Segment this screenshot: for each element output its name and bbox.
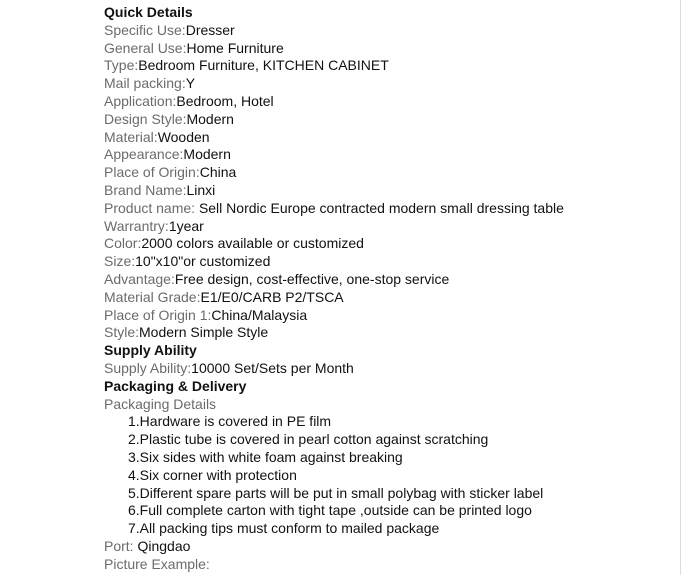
detail-row [104, 253, 676, 271]
packaging-item: 7.All packing tips must conform to mailed package [128, 520, 440, 537]
detail-value: China [199, 164, 237, 181]
picture-example-label: Picture Example: [104, 555, 210, 572]
detail-label: Warrantry: [104, 217, 169, 234]
detail-label: Color: [104, 235, 142, 252]
detail-value: Wooden [157, 128, 210, 145]
detail-row [104, 146, 676, 164]
detail-label: Style: [104, 324, 140, 341]
packaging-item: 6.Full complete carton with tight tape ,outside can be printed logo [128, 502, 532, 519]
details-content [104, 4, 676, 574]
detail-row [104, 129, 676, 147]
packaging-items-list [104, 413, 676, 538]
detail-value: Bedroom Furniture, KITCHEN CABINET [138, 57, 389, 74]
port-value: Qingdao [137, 537, 191, 554]
port-label: Port: [104, 537, 138, 554]
quick-details-list [104, 22, 676, 342]
detail-row [104, 93, 676, 111]
detail-label: Place of Origin 1: [104, 306, 212, 323]
detail-row [104, 200, 676, 218]
quick-details-heading: Quick Details [104, 4, 193, 20]
detail-value: Sell Nordic Europe contracted modern small dressing table [198, 199, 564, 216]
detail-value: 1year [168, 217, 204, 234]
supply-ability-label: Supply Ability: [104, 359, 192, 376]
detail-row [104, 324, 676, 342]
detail-label: General Use: [104, 39, 187, 56]
detail-label: Advantage: [104, 270, 175, 287]
detail-value: Modern [183, 146, 231, 163]
detail-row [104, 75, 676, 93]
detail-row [104, 307, 676, 325]
detail-label: Brand Name: [104, 181, 187, 198]
detail-label: Specific Use: [104, 21, 186, 38]
detail-label: Appearance: [104, 146, 184, 163]
packaging-item: 1.Hardware is covered in PE film [128, 413, 332, 430]
packaging-item: 5.Different spare parts will be put in small polybag with sticker label [128, 484, 544, 501]
detail-row [104, 164, 676, 182]
detail-row [104, 182, 676, 200]
detail-value: Modern Simple Style [139, 324, 269, 341]
detail-label: Size: [104, 253, 136, 270]
detail-value: 2000 colors available or customized [141, 235, 364, 252]
detail-row [104, 57, 676, 75]
packaging-delivery-heading: Packaging & Delivery [104, 377, 247, 394]
detail-value: E1/E0/CARB P2/TSCA [200, 288, 344, 305]
detail-label: Material: [104, 128, 158, 145]
detail-value: Home Furniture [186, 39, 284, 56]
packaging-item: 3.Six sides with white foam against breaking [128, 448, 403, 465]
detail-value: Y [185, 75, 196, 92]
detail-row [104, 289, 676, 307]
supply-ability-row [104, 360, 676, 378]
packaging-item: 4.Six corner with protection [128, 466, 297, 483]
detail-row [104, 111, 676, 129]
supply-ability-value: 10000 Set/Sets per Month [191, 359, 354, 376]
detail-value: 10"x10"or customized [135, 253, 271, 270]
detail-label: Place of Origin: [104, 164, 200, 181]
detail-value: Dresser [185, 21, 235, 38]
supply-ability-heading: Supply Ability [104, 342, 197, 359]
detail-label: Application: [104, 92, 177, 109]
detail-label: Type: [104, 57, 139, 74]
detail-row [104, 40, 676, 58]
detail-value: Linxi [186, 181, 216, 198]
packaging-item: 2.Plastic tube is covered in pearl cotton against scratching [128, 431, 489, 448]
detail-value: Bedroom, Hotel [176, 92, 274, 109]
detail-value: Modern [186, 110, 234, 127]
detail-label: Design Style: [104, 110, 187, 127]
detail-row [104, 271, 676, 289]
detail-value: China/Malaysia [211, 306, 308, 323]
detail-row [104, 235, 676, 253]
detail-row [104, 22, 676, 40]
port-row [104, 538, 676, 556]
detail-label: Mail packing: [104, 75, 186, 92]
detail-label: Product name: [104, 199, 199, 216]
detail-row [104, 218, 676, 236]
detail-label: Material Grade: [104, 288, 201, 305]
detail-value: Free design, cost-effective, one-stop service [174, 270, 450, 287]
packaging-details-label: Packaging Details [104, 395, 217, 412]
